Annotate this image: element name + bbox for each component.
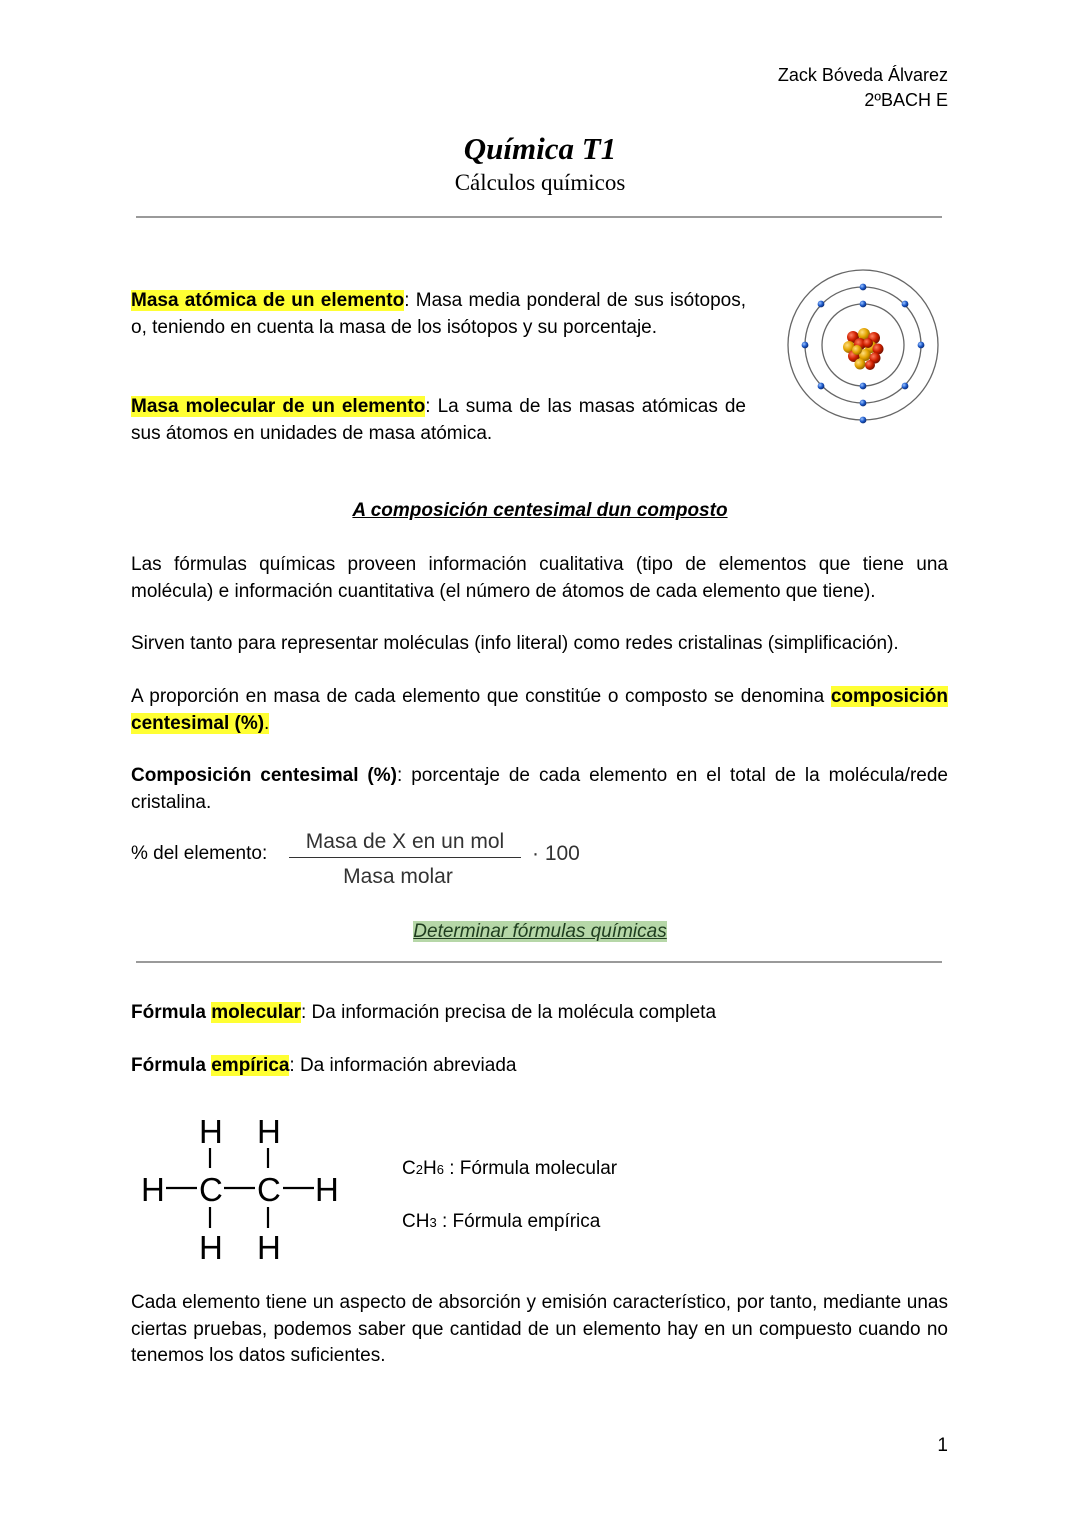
nucleus xyxy=(843,328,884,370)
atom-h-right: H xyxy=(315,1171,339,1208)
molecular-example-label: : Fórmula molecular xyxy=(443,1158,618,1179)
formula-c-sub: 2 xyxy=(415,1162,423,1177)
paragraph-representation: Sirven tanto para representar moléculas (info literal) como redes cristalinas (simplificación). xyxy=(131,633,899,654)
atom-h-bottom-right: H xyxy=(257,1229,281,1266)
molecular-mass-text: : La suma de las masas atómicas de sus átomos en unidades de masa atómica. xyxy=(131,396,746,444)
section-heading-determine xyxy=(0,921,1080,943)
molecular-text: : Da información precisa de la molécula completa xyxy=(301,1002,717,1023)
formula-c: C xyxy=(402,1158,416,1179)
page-title: Química T1 xyxy=(463,131,617,166)
section-heading-composition: A composición centesimal dun composto xyxy=(352,500,728,521)
molecular-mass-term: Masa molecular de un elemento xyxy=(131,396,426,417)
formula-factor: · 100 xyxy=(532,842,580,865)
composition-definition-term: Composición centesimal (%) xyxy=(131,765,397,786)
class-label: 2ºBACH E xyxy=(864,90,948,110)
empirical-word: empírica xyxy=(211,1055,290,1076)
atom-c-left: C xyxy=(199,1171,223,1208)
empirical-text: : Da información abreviada xyxy=(289,1055,517,1076)
page-number: 1 xyxy=(937,1435,948,1456)
atom-illustration xyxy=(780,265,946,431)
empirical-example-label: : Fórmula empírica xyxy=(436,1211,601,1232)
formula-denominator: Masa molar xyxy=(343,865,453,888)
molecular-formula-example xyxy=(402,1158,617,1180)
formula-h: H xyxy=(422,1158,437,1179)
empirical-prefix: Fórmula xyxy=(131,1055,212,1076)
divider-middle xyxy=(136,961,942,963)
atomic-mass-term: Masa atómica de un elemento xyxy=(131,290,405,311)
closing-paragraph: Cada elemento tiene un aspecto de absorción y emisión característico, por tanto, mediante unas ciertas pruebas, podemos saber que cantidad de un elemento hay en un compuesto cuando no tenemos los datos suficientes. xyxy=(131,1292,948,1366)
author-name: Zack Bóveda Álvarez xyxy=(777,65,948,85)
atom-h-top-left: H xyxy=(199,1113,223,1150)
composition-term: composición centesimal (%) xyxy=(131,686,948,734)
formula-label: % del elemento: xyxy=(131,843,268,864)
atomic-mass-definition xyxy=(131,288,746,341)
atom-c-right: C xyxy=(257,1171,281,1208)
proportion-text: A proporción en masa de cada elemento que constitúe o composto se denomina xyxy=(131,686,831,707)
molecular-mass-definition xyxy=(131,394,746,447)
atom-h-bottom-left: H xyxy=(199,1229,223,1266)
proportion-end: . xyxy=(264,712,270,734)
formula-h-sub: 6 xyxy=(436,1162,444,1177)
page-subtitle: Cálculos químicos xyxy=(454,170,626,195)
formula-ch: CH xyxy=(402,1211,430,1232)
paragraph-proportion xyxy=(131,684,948,737)
determine-heading-text: Determinar fórmulas químicas xyxy=(413,921,667,942)
molecular-formula-definition xyxy=(131,1000,948,1027)
atom-h-top-right: H xyxy=(257,1113,281,1150)
empirical-formula-example xyxy=(402,1211,600,1233)
molecular-word: molecular xyxy=(211,1002,301,1023)
atom-h-left: H xyxy=(141,1171,165,1208)
atomic-mass-text: : Masa media ponderal de sus isótopos, o, teniendo en cuenta la masa de los isótopos y su porcentaje. xyxy=(131,290,747,338)
formula-ch-sub: 3 xyxy=(429,1215,437,1230)
paragraph-composition-definition xyxy=(131,763,948,816)
composition-definition-text: : porcentaje de cada elemento en el total de la molécula/rede cristalina. xyxy=(131,765,948,813)
molecular-prefix: Fórmula xyxy=(131,1002,212,1023)
fraction-bar xyxy=(289,857,521,858)
empirical-formula-definition xyxy=(131,1053,948,1080)
paragraph-formulas: Las fórmulas químicas proveen información cualitativa (tipo de elementos que tiene una molécula) e información cuantitativa (el número de átomos de cada elemento que tiene). xyxy=(131,554,948,602)
divider-top xyxy=(136,216,942,218)
formula-numerator: Masa de X en un mol xyxy=(305,830,505,853)
